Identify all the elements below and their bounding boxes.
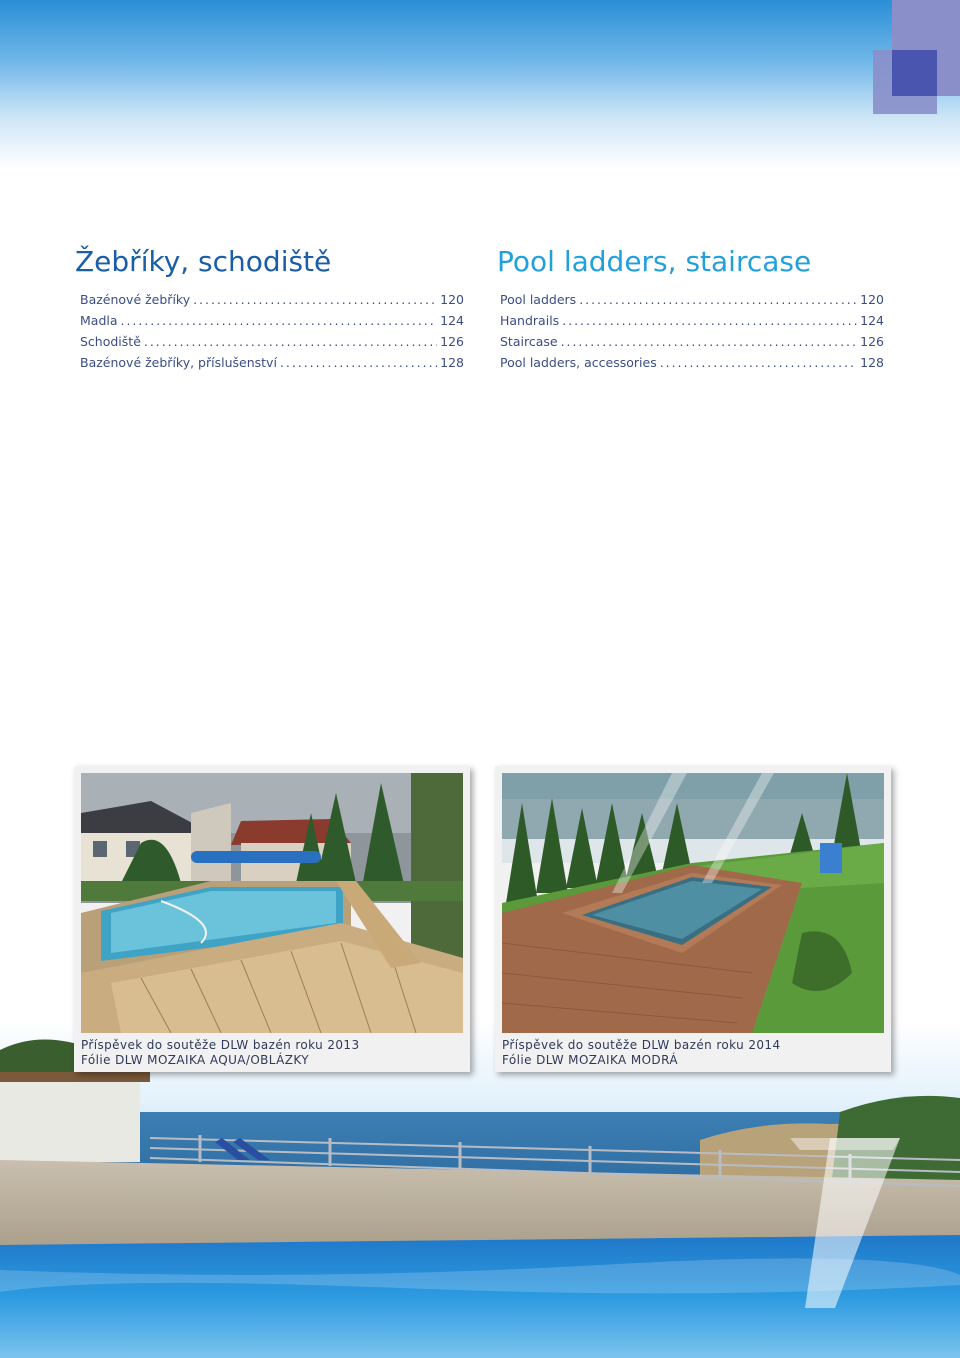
toc-leader — [562, 313, 857, 328]
section-title-en: Pool ladders, staircase — [497, 245, 812, 278]
toc-leader — [280, 355, 437, 370]
toc-label: Handrails — [500, 313, 560, 328]
toc-leader — [121, 313, 438, 328]
toc-leader — [579, 292, 857, 307]
toc-page: 128 — [860, 355, 884, 370]
toc-leader — [144, 334, 437, 349]
toc-label: Bazénové žebříky — [80, 292, 191, 307]
toc-label: Staircase — [500, 334, 558, 349]
photo-card — [495, 766, 891, 1072]
toc-list-en — [500, 292, 884, 376]
toc-leader — [660, 355, 857, 370]
toc-item[interactable] — [80, 313, 464, 334]
toc-item[interactable] — [80, 334, 464, 355]
toc-label: Bazénové žebříky, příslušenství — [80, 355, 277, 370]
toc-page: 120 — [440, 292, 464, 307]
section-title-cz: Žebříky, schodiště — [75, 245, 332, 278]
pool-photo-garden — [502, 773, 884, 1033]
header-gradient-band — [0, 0, 960, 170]
toc-item[interactable] — [80, 292, 464, 313]
toc-item[interactable] — [500, 334, 884, 355]
toc-leader — [193, 292, 437, 307]
photo-caption — [502, 1038, 780, 1068]
toc-list-cz — [80, 292, 464, 376]
toc-item[interactable] — [500, 292, 884, 313]
caption-line: Fólie DLW MOZAIKA MODRÁ — [502, 1053, 678, 1067]
caption-line: Příspěvek do soutěže DLW bazén roku 2013 — [81, 1038, 360, 1052]
pool-photo-wooden-deck — [81, 773, 463, 1033]
toc-page: 124 — [860, 313, 884, 328]
caption-line: Příspěvek do soutěže DLW bazén roku 2014 — [502, 1038, 781, 1052]
toc-item[interactable] — [500, 313, 884, 334]
toc-label: Pool ladders — [500, 292, 577, 307]
toc-page: 120 — [860, 292, 884, 307]
photo-caption — [81, 1038, 359, 1068]
toc-page: 126 — [860, 334, 884, 349]
toc-page: 126 — [440, 334, 464, 349]
toc-item[interactable] — [500, 355, 884, 376]
toc-page: 128 — [440, 355, 464, 370]
decor-square-dark — [892, 50, 937, 96]
toc-page: 124 — [440, 313, 464, 328]
toc-label: Madla — [80, 313, 118, 328]
toc-item[interactable] — [80, 355, 464, 376]
caption-line: Fólie DLW MOZAIKA AQUA/OBLÁZKY — [81, 1053, 309, 1067]
photo-card — [74, 766, 470, 1072]
toc-leader — [561, 334, 858, 349]
toc-label: Pool ladders, accessories — [500, 355, 657, 370]
toc-label: Schodiště — [80, 334, 141, 349]
